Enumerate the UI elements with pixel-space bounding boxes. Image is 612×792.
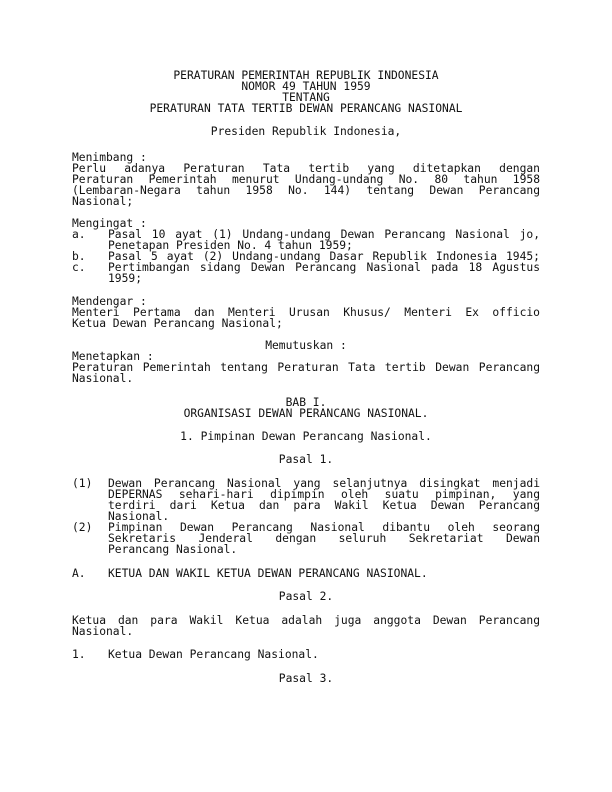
mendengar-line: Ketua Dewan Perancang Nasional; [72, 317, 283, 330]
menimbang-line: Perlu adanya Peraturan Tata tertib yang ditetapkan dengan [72, 162, 540, 175]
section-heading: 1. Pimpinan Dewan Perancang Nasional. [180, 430, 432, 443]
list-marker: b. [72, 250, 86, 263]
mengingat-item-line: Pasal 5 ayat (2) Undang-undang Dasar Republik Indonesia 1945; [108, 250, 540, 263]
pasal-1-line: Dewan Perancang Nasional yang selanjutnya disingkat menjadi [108, 477, 540, 490]
pasal-3-title: Pasal 3. [278, 672, 334, 685]
bab-title: BAB I. [285, 396, 327, 409]
pasal-1-line: terdiri dari Ketua dan para Wakil Ketua Dewan Perancang [108, 499, 540, 512]
menimbang-label: Menimbang : [72, 151, 147, 164]
menimbang-line: (Lembaran-Negara tahun 1958 No. 144) tentang Dewan Perancang [72, 184, 540, 197]
list-marker: (1) [72, 477, 93, 490]
memutuskan-heading: Memutuskan : [265, 339, 347, 352]
pasal-2-line: Nasional. [72, 625, 134, 638]
title-line-4: PERATURAN TATA TERTIB DEWAN PERANCANG NASIONAL [149, 102, 463, 115]
menetapkan-label: Menetapkan : [72, 350, 154, 363]
pasal-1-line: Perancang Nasional. [108, 543, 238, 556]
mendengar-label: Mendengar : [72, 295, 147, 308]
pasal-1-line: Sekretaris Jenderal dengan seluruh Sekretariat Dewan [108, 532, 540, 545]
list-marker: (2) [72, 521, 93, 534]
pasal-2-line: Ketua dan para Wakil Ketua adalah juga anggota Dewan Perancang [72, 614, 540, 627]
preamble: Presiden Republik Indonesia, [210, 125, 402, 138]
list-marker: c. [72, 261, 86, 274]
pasal-1-line: DEPERNAS sehari-hari dipimpin oleh suatu pimpinan, yang [108, 488, 540, 501]
pasal-1-title: Pasal 1. [278, 453, 334, 466]
mengingat-item-line: Pasal 10 ayat (1) Undang-undang Dewan Perancang Nasional jo, [108, 228, 540, 241]
mengingat-item-line: Pertimbangan sidang Dewan Perancang Nasional pada 18 Agustus [108, 261, 540, 274]
item-1-heading: Ketua Dewan Perancang Nasional. [108, 648, 319, 661]
section-a-heading: KETUA DAN WAKIL KETUA DEWAN PERANCANG NASIONAL. [108, 567, 428, 580]
menetapkan-line: Peraturan Pemerintah tentang Peraturan Tata tertib Dewan Perancang [72, 361, 540, 374]
mengingat-label: Mengingat : [72, 217, 147, 230]
list-marker: A. [72, 567, 86, 580]
title-line-3: TENTANG [282, 91, 330, 104]
menetapkan-line: Nasional. [72, 372, 134, 385]
menimbang-line: Nasional; [72, 195, 134, 208]
title-line-2: NOMOR 49 TAHUN 1959 [241, 80, 371, 93]
bab-subtitle: ORGANISASI DEWAN PERANCANG NASIONAL. [183, 407, 429, 420]
list-marker: 1. [72, 648, 86, 661]
pasal-2-title: Pasal 2. [278, 590, 334, 603]
mengingat-item-line: 1959; [108, 272, 143, 285]
mengingat-item-line: Penetapan Presiden No. 4 tahun 1959; [108, 239, 353, 252]
pasal-1-line: Pimpinan Dewan Perancang Nasional dibantu oleh seorang [108, 521, 540, 534]
menimbang-line: Peraturan Pemerintah menurut Undang-undang No. 80 tahun 1958 [72, 173, 540, 186]
list-marker: a. [72, 228, 86, 241]
pasal-1-line: Nasional. [108, 510, 170, 523]
title-line-1: PERATURAN PEMERINTAH REPUBLIK INDONESIA [173, 69, 439, 82]
mendengar-line: Menteri Pertama dan Menteri Urusan Khusus/ Menteri Ex officio [72, 306, 540, 319]
